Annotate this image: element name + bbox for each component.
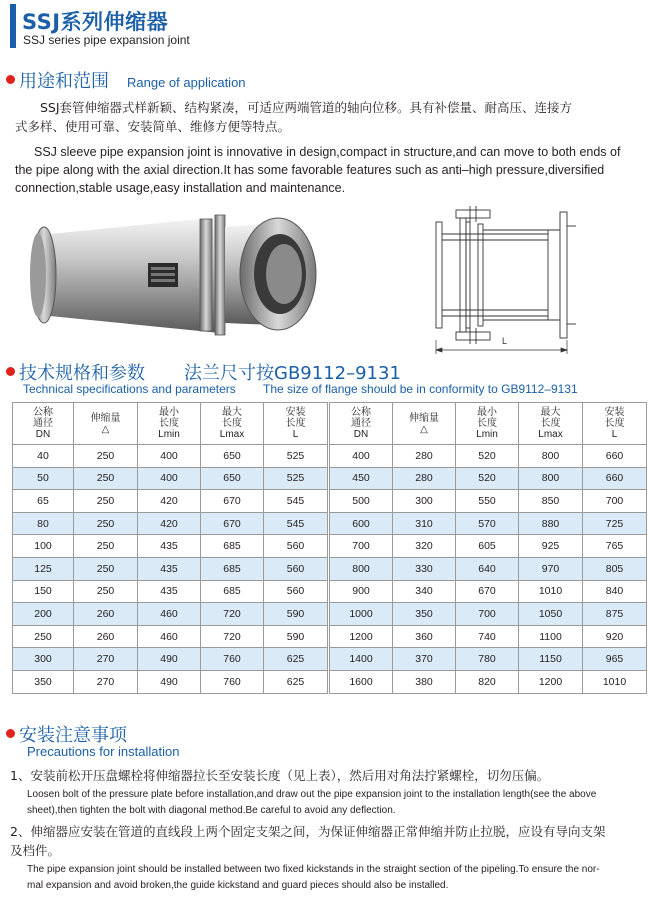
table-row [330,557,647,580]
table-cell: 400 [330,445,393,468]
product-photo [10,205,330,345]
table-cell: 520 [456,445,519,468]
table-cell: 435 [138,580,201,603]
table-cell: 1150 [519,648,583,671]
table-cell: 570 [456,512,519,535]
specs-heading-en-2: The size of flange should be in conformity to GB9112–9131 [263,382,578,396]
table-cell: 250 [74,467,138,490]
table-row [330,467,647,490]
table-row [13,535,328,558]
table-cell: 150 [13,580,74,603]
install-item2-en-1: The pipe expansion joint should be installed between two fixed kickstands in the straight section of the pipeling.To ensure the nor- [27,864,600,875]
table-cell: 900 [330,580,393,603]
table-cell: 250 [74,445,138,468]
table-cell: 100 [13,535,74,558]
table-cell: 435 [138,557,201,580]
col-header-dn: 公称 通径 DN [13,403,74,445]
table-cell: 850 [519,490,583,513]
table-cell: 670 [201,512,264,535]
table-cell: 450 [330,467,393,490]
drawing-dimension-label: L [502,336,508,346]
table-row [13,625,328,648]
col-header-expansion: 伸缩量 △ [74,403,138,445]
table-cell: 435 [138,535,201,558]
application-para-en-2: the pipe along with the axial direction.It has some favorable features such as anti–high pressure,diversified [15,163,605,177]
table-row [330,625,647,648]
table-cell: 560 [264,580,328,603]
table-cell: 1010 [519,580,583,603]
table-cell: 80 [13,512,74,535]
table-cell: 660 [583,445,647,468]
table-cell: 670 [201,490,264,513]
table-cell: 1000 [330,603,393,626]
table-cell: 685 [201,580,264,603]
table-row [13,490,328,513]
bullet-icon [6,367,15,376]
table-cell: 820 [456,670,519,693]
table-row [13,445,328,468]
table-cell: 490 [138,670,201,693]
table-cell: 300 [393,490,456,513]
table-cell: 280 [393,445,456,468]
table-cell: 250 [74,557,138,580]
table-cell: 800 [330,557,393,580]
table-cell: 650 [201,445,264,468]
table-cell: 500 [330,490,393,513]
application-para-en-3: connection,stable usage,easy installation and maintenance. [15,181,346,195]
col-header-l: 安装 长度 L [264,403,328,445]
table-cell: 1050 [519,603,583,626]
col-header-lmax: 最大 长度 Lmax [519,403,583,445]
col-header-lmin: 最小 长度 Lmin [456,403,519,445]
table-cell: 1200 [330,625,393,648]
table-cell: 625 [264,648,328,671]
table-cell: 625 [264,670,328,693]
table-cell: 270 [74,670,138,693]
table-cell: 700 [456,603,519,626]
table-cell: 250 [74,580,138,603]
table-cell: 880 [519,512,583,535]
install-item1-en-2: sheet),then tighten the bolt with diagonal method.Be careful to avoid any deflection. [27,805,396,816]
specs-heading-en-1: Technical specifications and parameters [23,382,236,396]
table-cell: 1400 [330,648,393,671]
table-cell: 660 [583,467,647,490]
table-cell: 685 [201,557,264,580]
spec-table-left [12,402,328,694]
table-cell: 875 [583,603,647,626]
table-cell: 50 [13,467,74,490]
table-cell: 760 [201,670,264,693]
table-cell: 760 [201,648,264,671]
table-cell: 920 [583,625,647,648]
table-row [13,580,328,603]
table-cell: 525 [264,467,328,490]
table-row [330,535,647,558]
table-cell: 525 [264,445,328,468]
table-cell: 560 [264,557,328,580]
col-header-expansion: 伸缩量 △ [393,403,456,445]
table-row [13,467,328,490]
table-row [330,445,647,468]
table-cell: 320 [393,535,456,558]
table-cell: 400 [138,467,201,490]
table-cell: 700 [583,490,647,513]
specs-heading-cn-1: 技术规格和参数 [19,363,145,384]
install-item1-cn: 1、安装前松开压盘螺栓将伸缩器拉长至安装长度（见上表），然后用对角法拧紧螺栓，切勿压偏。 [10,768,550,783]
table-cell: 780 [456,648,519,671]
table-header-row [330,403,647,445]
table-cell: 670 [456,580,519,603]
table-cell: 250 [13,625,74,648]
table-cell: 965 [583,648,647,671]
table-row [13,512,328,535]
table-row [330,512,647,535]
table-row [13,557,328,580]
table-row [330,648,647,671]
application-heading-en: Range of application [127,75,246,90]
table-cell: 640 [456,557,519,580]
table-cell: 600 [330,512,393,535]
table-cell: 350 [13,670,74,693]
install-heading-en: Precautions for installation [27,744,180,759]
table-cell: 1010 [583,670,647,693]
page-subtitle: SSJ series pipe expansion joint [23,33,190,47]
table-cell: 590 [264,603,328,626]
table-cell: 360 [393,625,456,648]
application-para-en-1: SSJ sleeve pipe expansion joint is innovative in design,compact in structure,and can move to both ends of [34,145,621,159]
table-cell: 200 [13,603,74,626]
table-cell: 970 [519,557,583,580]
table-cell: 545 [264,490,328,513]
install-item2-en-2: mal expansion and avoid broken,the guide kickstand and guard pieces should also be installed. [27,880,449,891]
table-cell: 40 [13,445,74,468]
table-cell: 765 [583,535,647,558]
application-para-cn-2: 式多样、使用可靠、安装简单、维修方便等特点。 [15,119,291,134]
table-cell: 490 [138,648,201,671]
table-cell: 720 [201,603,264,626]
table-cell: 300 [13,648,74,671]
bullet-icon [6,729,15,738]
table-row [13,670,328,693]
install-item2-cn-2: 及档件。 [10,843,61,858]
install-item2-cn-1: 2、伸缩器应安装在管道的直线段上两个固定支架之间，为保证伸缩器正常伸缩并防止拉脱，应设有导向支架 [10,824,606,839]
table-cell: 800 [519,445,583,468]
application-heading-cn: 用途和范围 [19,71,109,92]
table-cell: 250 [74,535,138,558]
table-cell: 310 [393,512,456,535]
table-cell: 520 [456,467,519,490]
install-heading-cn: 安装注意事项 [19,725,127,746]
table-cell: 340 [393,580,456,603]
table-cell: 420 [138,512,201,535]
table-cell: 330 [393,557,456,580]
table-cell: 380 [393,670,456,693]
table-row [330,490,647,513]
table-cell: 805 [583,557,647,580]
col-header-lmax: 最大 长度 Lmax [201,403,264,445]
table-cell: 545 [264,512,328,535]
header-accent-bar [10,4,16,48]
table-row [13,603,328,626]
table-cell: 460 [138,603,201,626]
table-row [330,670,647,693]
col-header-dn: 公称 通径 DN [330,403,393,445]
application-para-cn-1: SSJ套管伸缩器式样新颖、结构紧凑，可适应两端管道的轴向位移。具有补偿量、耐高压、连接方 [40,100,573,115]
col-header-l: 安装 长度 L [583,403,647,445]
bullet-icon [6,75,15,84]
table-row [13,648,328,671]
table-cell: 350 [393,603,456,626]
table-cell: 400 [138,445,201,468]
technical-drawing [430,200,588,358]
table-cell: 725 [583,512,647,535]
table-cell: 1600 [330,670,393,693]
table-cell: 125 [13,557,74,580]
table-cell: 590 [264,625,328,648]
install-item1-en-1: Loosen bolt of the pressure plate before installation,and draw out the pipe expansion joint to the installation length(see the above [27,789,597,800]
table-cell: 460 [138,625,201,648]
table-cell: 370 [393,648,456,671]
table-cell: 925 [519,535,583,558]
table-cell: 720 [201,625,264,648]
table-cell: 1200 [519,670,583,693]
table-header-row [13,403,328,445]
table-cell: 685 [201,535,264,558]
table-cell: 650 [201,467,264,490]
spec-table-right [329,402,647,694]
table-cell: 560 [264,535,328,558]
specs-heading-cn-2: 法兰尺寸按GB9112–9131 [184,363,401,384]
table-cell: 700 [330,535,393,558]
table-cell: 550 [456,490,519,513]
col-header-lmin: 最小 长度 Lmin [138,403,201,445]
table-row [330,580,647,603]
table-cell: 605 [456,535,519,558]
table-cell: 1100 [519,625,583,648]
table-cell: 260 [74,603,138,626]
table-cell: 250 [74,512,138,535]
table-cell: 420 [138,490,201,513]
table-cell: 65 [13,490,74,513]
table-row [330,603,647,626]
table-cell: 840 [583,580,647,603]
table-cell: 800 [519,467,583,490]
table-cell: 270 [74,648,138,671]
table-cell: 260 [74,625,138,648]
table-cell: 250 [74,490,138,513]
page-title: SSJ系列伸缩器 [22,10,169,34]
table-cell: 280 [393,467,456,490]
table-cell: 740 [456,625,519,648]
